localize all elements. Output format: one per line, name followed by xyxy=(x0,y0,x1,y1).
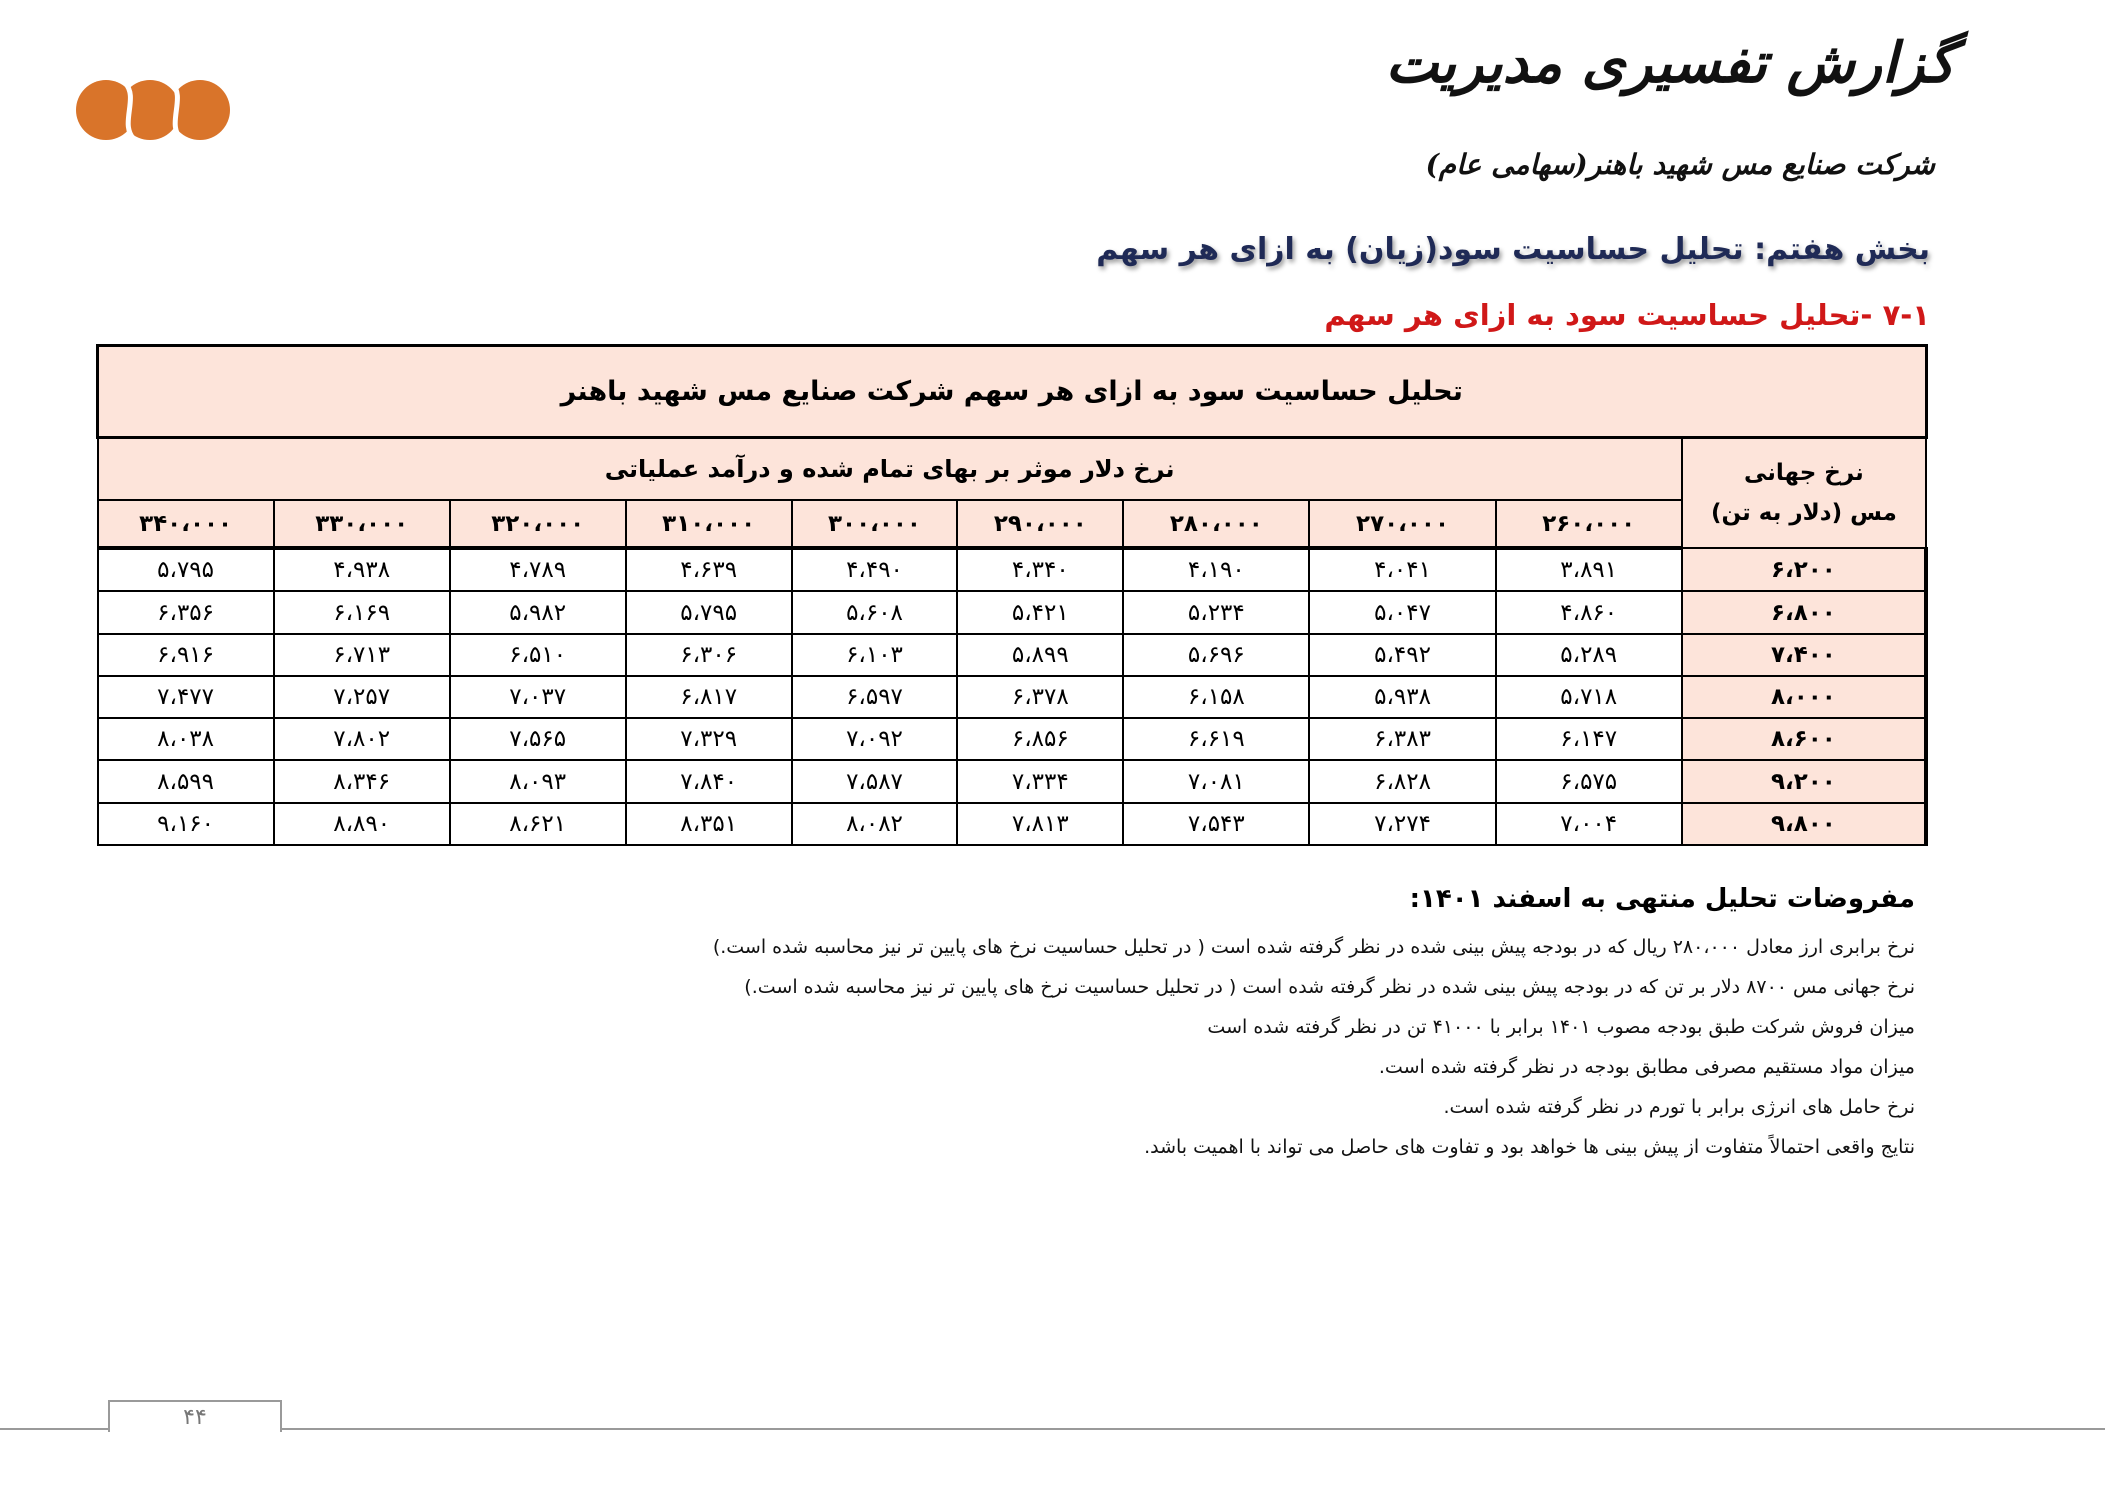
eps-value-cell: ۴،۳۴۰ xyxy=(957,548,1123,591)
row-header-line1: نرخ جهانی xyxy=(1743,459,1864,486)
row-header-line2: مس (دلار به تن) xyxy=(1710,499,1897,526)
assumptions-heading: مفروضات تحلیل منتهی به اسفند ۱۴۰۱: xyxy=(1409,884,1915,914)
eps-value-cell: ۷،۳۲۹ xyxy=(626,718,792,760)
column-header: ۳۱۰،۰۰۰ xyxy=(626,500,792,548)
table-row xyxy=(98,803,1927,845)
eps-value-cell: ۵،۴۹۲ xyxy=(1309,634,1495,676)
table-row xyxy=(98,718,1927,760)
table-row xyxy=(98,591,1927,633)
table-title: تحلیل حساسیت سود به ازای هر سهم شرکت صنایع مس شهید باهنر xyxy=(98,346,1927,438)
assumption-item: میزان مواد مستقیم مصرفی مطابق بودجه در نظر گرفته شده است. xyxy=(1378,1056,1915,1078)
report-title: گزارش تفسیری مدیریت xyxy=(1385,30,1955,96)
eps-value-cell: ۸،۰۸۲ xyxy=(792,803,958,845)
eps-value-cell: ۶،۵۹۷ xyxy=(792,676,958,718)
column-header: ۲۸۰،۰۰۰ xyxy=(1123,500,1309,548)
assumption-item: میزان فروش شرکت طبق بودجه مصوب ۱۴۰۱ برابر با ۴۱۰۰۰ تن در نظر گرفته شده است xyxy=(1207,1016,1915,1038)
eps-value-cell: ۷،۰۰۴ xyxy=(1496,803,1682,845)
eps-value-cell: ۸،۳۵۱ xyxy=(626,803,792,845)
eps-value-cell: ۶،۱۵۸ xyxy=(1123,676,1309,718)
eps-value-cell: ۶،۹۱۶ xyxy=(98,634,274,676)
eps-value-cell: ۸،۰۹۳ xyxy=(450,760,626,802)
copper-price-cell: ۶،۲۰۰ xyxy=(1682,548,1926,591)
page-number: ۴۴ xyxy=(108,1400,282,1432)
copper-price-cell: ۸،۶۰۰ xyxy=(1682,718,1926,760)
eps-value-cell: ۶،۳۸۳ xyxy=(1309,718,1495,760)
eps-value-cell: ۶،۶۱۹ xyxy=(1123,718,1309,760)
eps-value-cell: ۴،۰۴۱ xyxy=(1309,548,1495,591)
eps-value-cell: ۸،۸۹۰ xyxy=(274,803,450,845)
eps-value-cell: ۵،۲۳۴ xyxy=(1123,591,1309,633)
eps-value-cell: ۸،۳۴۶ xyxy=(274,760,450,802)
eps-value-cell: ۵،۹۳۸ xyxy=(1309,676,1495,718)
column-header: ۳۲۰،۰۰۰ xyxy=(450,500,626,548)
eps-value-cell: ۸،۶۲۱ xyxy=(450,803,626,845)
eps-value-cell: ۶،۵۷۵ xyxy=(1496,760,1682,802)
assumption-item: نرخ جهانی مس ۸۷۰۰ دلار بر تن که در بودجه پیش بینی شده در نظر گرفته شده است ( در تحلیل حساسیت نرخ های پایین تر نیز محاسبه شده است.) xyxy=(744,976,1915,998)
eps-value-cell: ۴،۴۹۰ xyxy=(792,548,958,591)
eps-value-cell: ۷،۰۸۱ xyxy=(1123,760,1309,802)
eps-value-cell: ۷،۵۶۵ xyxy=(450,718,626,760)
eps-value-cell: ۸،۰۳۸ xyxy=(98,718,274,760)
table-row xyxy=(98,634,1927,676)
eps-value-cell: ۶،۸۱۷ xyxy=(626,676,792,718)
table-title-row xyxy=(98,346,1927,438)
eps-value-cell: ۶،۸۵۶ xyxy=(957,718,1123,760)
column-header: ۲۹۰،۰۰۰ xyxy=(957,500,1123,548)
eps-value-cell: ۵،۴۲۱ xyxy=(957,591,1123,633)
copper-price-cell: ۸،۰۰۰ xyxy=(1682,676,1926,718)
eps-value-cell: ۷،۰۹۲ xyxy=(792,718,958,760)
eps-value-cell: ۹،۱۶۰ xyxy=(98,803,274,845)
company-name: شرکت صنایع مس شهید باهنر(سهامی عام) xyxy=(1425,148,1935,181)
eps-value-cell: ۶،۷۱۳ xyxy=(274,634,450,676)
column-header: ۲۷۰،۰۰۰ xyxy=(1309,500,1495,548)
subsection-title: ۷-۱ -تحلیل حساسیت سود به ازای هر سهم xyxy=(1324,298,1930,332)
column-header: ۳۰۰،۰۰۰ xyxy=(792,500,958,548)
copper-price-cell: ۹،۲۰۰ xyxy=(1682,760,1926,802)
eps-value-cell: ۵،۸۹۹ xyxy=(957,634,1123,676)
eps-value-cell: ۶،۱۴۷ xyxy=(1496,718,1682,760)
eps-value-cell: ۷،۴۷۷ xyxy=(98,676,274,718)
column-group-header: نرخ دلار موثر بر بهای تمام شده و درآمد عملیاتی xyxy=(98,437,1682,500)
assumption-item: نرخ برابری ارز معادل ۲۸۰،۰۰۰ ریال که در بودجه پیش بینی شده در نظر گرفته شده است ( در تحلیل حساسیت نرخ های پایین تر نیز محاسبه شده است.) xyxy=(712,936,1915,958)
eps-value-cell: ۵،۷۹۵ xyxy=(626,591,792,633)
eps-value-cell: ۷،۰۳۷ xyxy=(450,676,626,718)
copper-price-cell: ۶،۸۰۰ xyxy=(1682,591,1926,633)
eps-value-cell: ۵،۹۸۲ xyxy=(450,591,626,633)
eps-value-cell: ۵،۷۱۸ xyxy=(1496,676,1682,718)
company-logo xyxy=(76,75,236,145)
eps-value-cell: ۶،۸۲۸ xyxy=(1309,760,1495,802)
eps-value-cell: ۸،۵۹۹ xyxy=(98,760,274,802)
eps-value-cell: ۴،۸۶۰ xyxy=(1496,591,1682,633)
eps-value-cell: ۶،۳۷۸ xyxy=(957,676,1123,718)
eps-value-cell: ۵،۶۰۸ xyxy=(792,591,958,633)
eps-value-cell: ۷،۸۰۲ xyxy=(274,718,450,760)
eps-value-cell: ۷،۸۴۰ xyxy=(626,760,792,802)
eps-value-cell: ۶،۵۱۰ xyxy=(450,634,626,676)
assumption-item: نرخ حامل های انرژی برابر با تورم در نظر گرفته شده است. xyxy=(1443,1096,1915,1118)
footer-divider xyxy=(0,1428,2105,1430)
eps-value-cell: ۴،۷۸۹ xyxy=(450,548,626,591)
table-row xyxy=(98,676,1927,718)
eps-value-cell: ۶،۱۶۹ xyxy=(274,591,450,633)
eps-value-cell: ۶،۱۰۳ xyxy=(792,634,958,676)
eps-value-cell: ۵،۲۸۹ xyxy=(1496,634,1682,676)
eps-value-cell: ۵،۶۹۶ xyxy=(1123,634,1309,676)
table-body xyxy=(98,548,1927,845)
eps-value-cell: ۷،۵۴۳ xyxy=(1123,803,1309,845)
copper-price-cell: ۷،۴۰۰ xyxy=(1682,634,1926,676)
eps-value-cell: ۳،۸۹۱ xyxy=(1496,548,1682,591)
column-header: ۲۶۰،۰۰۰ xyxy=(1496,500,1682,548)
eps-value-cell: ۷،۵۸۷ xyxy=(792,760,958,802)
eps-value-cell: ۷،۳۳۴ xyxy=(957,760,1123,802)
table-group-row xyxy=(98,437,1927,500)
eps-value-cell: ۶،۳۵۶ xyxy=(98,591,274,633)
eps-value-cell: ۷،۲۷۴ xyxy=(1309,803,1495,845)
assumption-item: نتایج واقعی احتمالاً متفاوت از پیش بینی ها خواهد بود و تفاوت های حاصل می تواند با اهمیت باشد. xyxy=(1144,1136,1915,1158)
eps-value-cell: ۶،۳۰۶ xyxy=(626,634,792,676)
eps-value-cell: ۷،۸۱۳ xyxy=(957,803,1123,845)
table-row xyxy=(98,760,1927,802)
eps-value-cell: ۴،۹۳۸ xyxy=(274,548,450,591)
column-header: ۳۳۰،۰۰۰ xyxy=(274,500,450,548)
eps-value-cell: ۷،۲۵۷ xyxy=(274,676,450,718)
eps-value-cell: ۵،۰۴۷ xyxy=(1309,591,1495,633)
column-header-row xyxy=(98,500,1927,548)
eps-value-cell: ۴،۱۹۰ xyxy=(1123,548,1309,591)
table-row xyxy=(98,548,1927,591)
column-header: ۳۴۰،۰۰۰ xyxy=(98,500,274,548)
sensitivity-table xyxy=(96,344,1928,846)
eps-value-cell: ۴،۶۳۹ xyxy=(626,548,792,591)
section-title: بخش هفتم: تحلیل حساسیت سود(زیان) به ازای هر سهم xyxy=(1096,232,1930,267)
copper-price-cell: ۹،۸۰۰ xyxy=(1682,803,1926,845)
eps-value-cell: ۵،۷۹۵ xyxy=(98,548,274,591)
row-header-copper-price xyxy=(1682,437,1926,548)
